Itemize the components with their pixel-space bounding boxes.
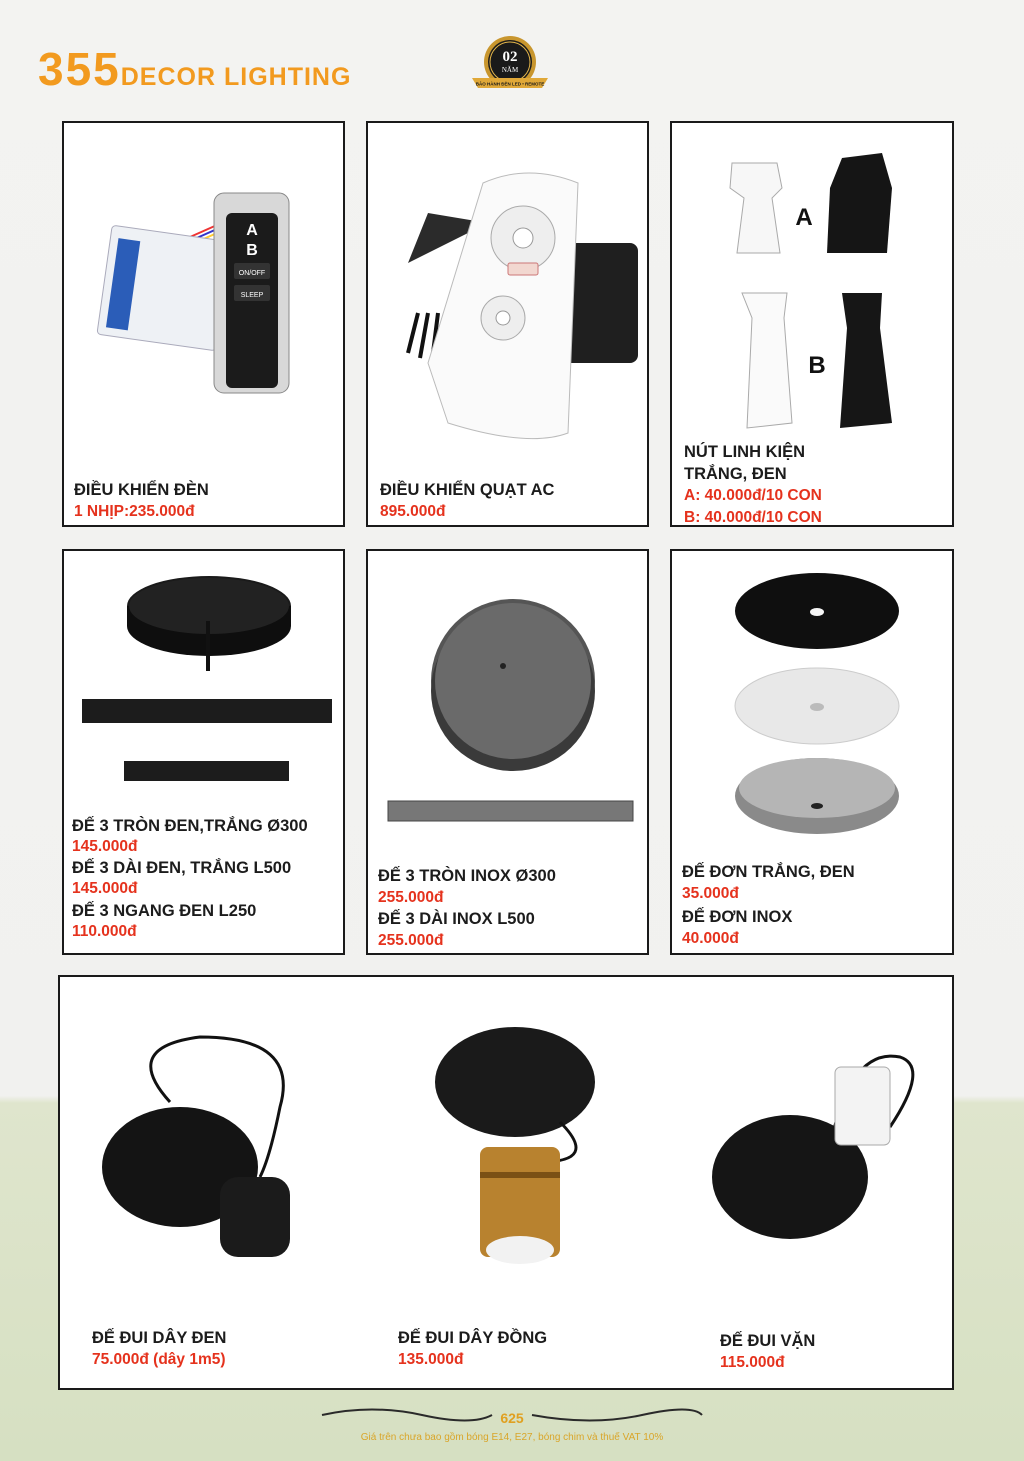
product-card-pendant-sockets: [58, 975, 954, 1390]
product-card-black-canopies: [62, 549, 345, 955]
black-pendant-image: [80, 1027, 340, 1267]
product-label: ĐẾ ĐUI DÂY ĐEN: [92, 1329, 227, 1347]
product-label: ĐẾ 3 DÀI ĐEN, TRẮNG L500: [72, 859, 292, 877]
badge-banner: BẢO HÀNH ĐÈN LED • REMOTE: [475, 81, 545, 87]
product-price: 255.000đ: [378, 889, 444, 906]
image-label-b: B: [808, 352, 826, 379]
product-price: A: 40.000đ/10 CON: [684, 487, 822, 504]
footer-note: Giá trên chưa bao gồm bóng E14, E27, bóng chim và thuế VAT 10%: [360, 1432, 664, 1443]
product-label: ĐẾ 3 NGANG ĐEN L250: [72, 902, 257, 920]
brass-pendant-image: [410, 1012, 630, 1272]
product-price: 145.000đ: [72, 880, 138, 897]
brand-number: 355: [38, 43, 121, 95]
product-price: 35.000đ: [682, 885, 739, 902]
product-price: 135.000đ: [398, 1351, 464, 1368]
product-card-fan-remote: [366, 121, 649, 527]
cord-grips-image: [712, 143, 922, 443]
brand-header: [38, 42, 351, 96]
product-card-cord-grips: [670, 121, 954, 527]
product-card-single-canopies: [670, 549, 954, 955]
product-label: ĐẾ ĐƠN INOX: [682, 908, 793, 926]
product-label: ĐIỀU KHIỂN QUẠT AC: [380, 481, 555, 499]
svg-text:ON/OFF: ON/OFF: [238, 270, 266, 277]
svg-text:B: B: [246, 242, 258, 259]
product-label: ĐẾ 3 TRÒN ĐEN,TRẮNG Ø300: [72, 817, 308, 835]
product-price: 145.000đ: [72, 838, 138, 855]
warranty-badge-icon: [468, 34, 552, 100]
image-label-a: A: [795, 204, 813, 231]
product-card-light-remote: [62, 121, 345, 527]
product-card-inox-canopies: [366, 549, 649, 955]
white-socket-pendant-image: [700, 1027, 930, 1267]
black-canopies-image: [74, 561, 339, 791]
product-label: ĐẾ ĐƠN TRẮNG, ĐEN: [682, 863, 855, 881]
product-price: 895.000đ: [380, 503, 446, 520]
brand-name: DECOR LIGHTING: [120, 63, 352, 91]
product-price: 75.000đ (dây 1m5): [92, 1351, 226, 1368]
fan-remote-image: [388, 163, 638, 443]
product-label: NÚT LINH KIỆN: [684, 443, 805, 461]
product-label: ĐẾ 3 TRÒN INOX Ø300: [378, 867, 556, 885]
product-price: 255.000đ: [378, 932, 444, 949]
product-label: ĐIỀU KHIỂN ĐÈN: [74, 481, 209, 499]
product-label: TRẮNG, ĐEN: [684, 465, 787, 483]
product-price: 110.000đ: [72, 923, 137, 940]
product-price: 40.000đ: [682, 930, 739, 947]
product-price: B: 40.000đ/10 CON: [684, 509, 822, 526]
light-remote-image: [94, 183, 324, 423]
product-label: ĐẾ ĐUI DÂY ĐỒNG: [398, 1329, 548, 1347]
product-label: ĐẾ ĐUI VẶN: [720, 1332, 816, 1350]
single-canopies-image: [722, 566, 912, 841]
badge-number: 02: [502, 49, 518, 65]
badge-word: NĂM: [501, 66, 519, 74]
inox-canopies-image: [383, 591, 638, 831]
svg-text:A: A: [246, 222, 258, 239]
page-number: 625: [500, 1410, 524, 1426]
product-price: 1 NHỊP:235.000đ: [74, 503, 195, 520]
product-price: 115.000đ: [720, 1354, 785, 1371]
svg-text:SLEEP: SLEEP: [240, 292, 264, 299]
product-label: ĐẾ 3 DÀI INOX L500: [378, 910, 535, 928]
